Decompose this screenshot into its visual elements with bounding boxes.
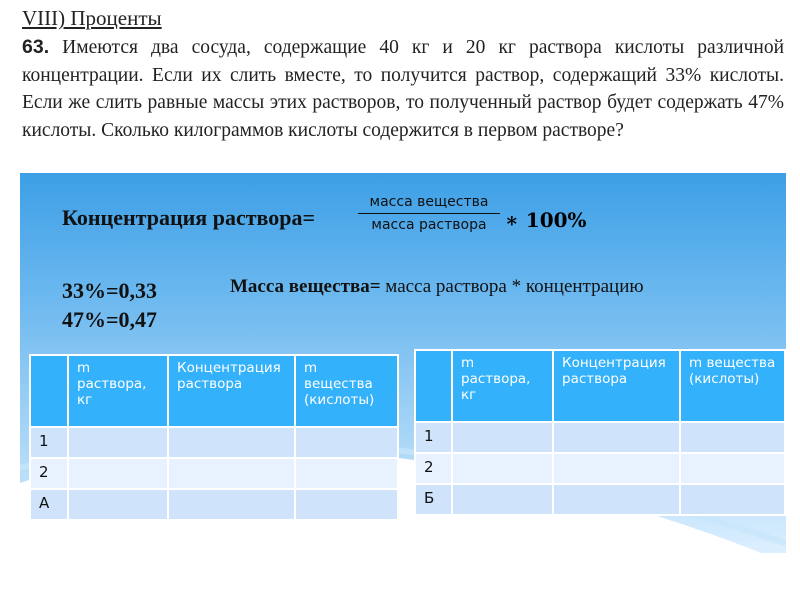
cell[interactable] bbox=[168, 427, 295, 458]
cell[interactable] bbox=[452, 484, 553, 515]
mass-formula-text: масса раствора * концентрацию bbox=[380, 276, 644, 297]
times-100-percent: ∗ 𝟏𝟎𝟎% bbox=[505, 208, 587, 232]
row-label: 1 bbox=[415, 422, 452, 453]
section-title: VIII) Проценты bbox=[22, 6, 162, 30]
concentration-fraction bbox=[358, 194, 500, 233]
row-label: Б bbox=[415, 484, 452, 515]
cell[interactable] bbox=[295, 427, 398, 458]
row-label: 2 bbox=[415, 453, 452, 484]
header-concentration: Концентрация раствора bbox=[553, 350, 680, 422]
cell[interactable] bbox=[553, 484, 680, 515]
problem-text bbox=[22, 34, 784, 144]
cell[interactable] bbox=[168, 489, 295, 520]
fraction-numerator: масса вещества bbox=[369, 194, 489, 210]
header-mass-substance: m вещества (кислоты) bbox=[680, 350, 785, 422]
concentration-label: Концентрация раствора= bbox=[62, 205, 316, 230]
cell[interactable] bbox=[68, 458, 168, 489]
header-mass-solution: m раствора, кг bbox=[452, 350, 553, 422]
header-concentration: Концентрация раствора bbox=[168, 355, 295, 427]
cell[interactable] bbox=[68, 427, 168, 458]
problem-number: 63. bbox=[22, 36, 50, 58]
cell[interactable] bbox=[680, 422, 785, 453]
header-cell bbox=[30, 355, 68, 427]
table-row bbox=[415, 484, 785, 515]
cell[interactable] bbox=[68, 489, 168, 520]
mass-formula-label: Масса вещества= bbox=[230, 276, 381, 297]
cell[interactable] bbox=[553, 453, 680, 484]
cell[interactable] bbox=[295, 489, 398, 520]
cell[interactable] bbox=[553, 422, 680, 453]
conversion-33: 33%=0,33 bbox=[62, 278, 158, 303]
table-row bbox=[30, 489, 398, 520]
header-cell bbox=[415, 350, 452, 422]
table-row bbox=[30, 458, 398, 489]
cell[interactable] bbox=[452, 453, 553, 484]
problem-body: Имеются два сосуда, содержащие 40 кг и 20 кг раствора кислоты различной концентрации. Если их слить вместе, то получится раствор, содержащий 33% кислоты. Если же слить равные массы этих растворов, то полученный раствор будет содержать 47% кислоты. Сколько килограммов кислоты содержится в первом растворе? bbox=[22, 37, 784, 141]
cell[interactable] bbox=[452, 422, 553, 453]
mass-formula bbox=[230, 276, 644, 298]
row-label: 1 bbox=[30, 427, 68, 458]
table-row bbox=[30, 427, 398, 458]
table-row bbox=[415, 422, 785, 453]
header-mass-solution: m раствора, кг bbox=[68, 355, 168, 427]
fraction-bar bbox=[358, 213, 500, 214]
table-row bbox=[415, 453, 785, 484]
conversion-47: 47%=0,47 bbox=[62, 307, 158, 332]
cell[interactable] bbox=[168, 458, 295, 489]
row-label: А bbox=[30, 489, 68, 520]
cell[interactable] bbox=[295, 458, 398, 489]
table-a bbox=[29, 354, 399, 521]
header-mass-substance: m вещества (кислоты) bbox=[295, 355, 398, 427]
fraction-denominator: масса раствора bbox=[371, 217, 487, 233]
row-label: 2 bbox=[30, 458, 68, 489]
cell[interactable] bbox=[680, 453, 785, 484]
table-b bbox=[414, 349, 786, 516]
cell[interactable] bbox=[680, 484, 785, 515]
